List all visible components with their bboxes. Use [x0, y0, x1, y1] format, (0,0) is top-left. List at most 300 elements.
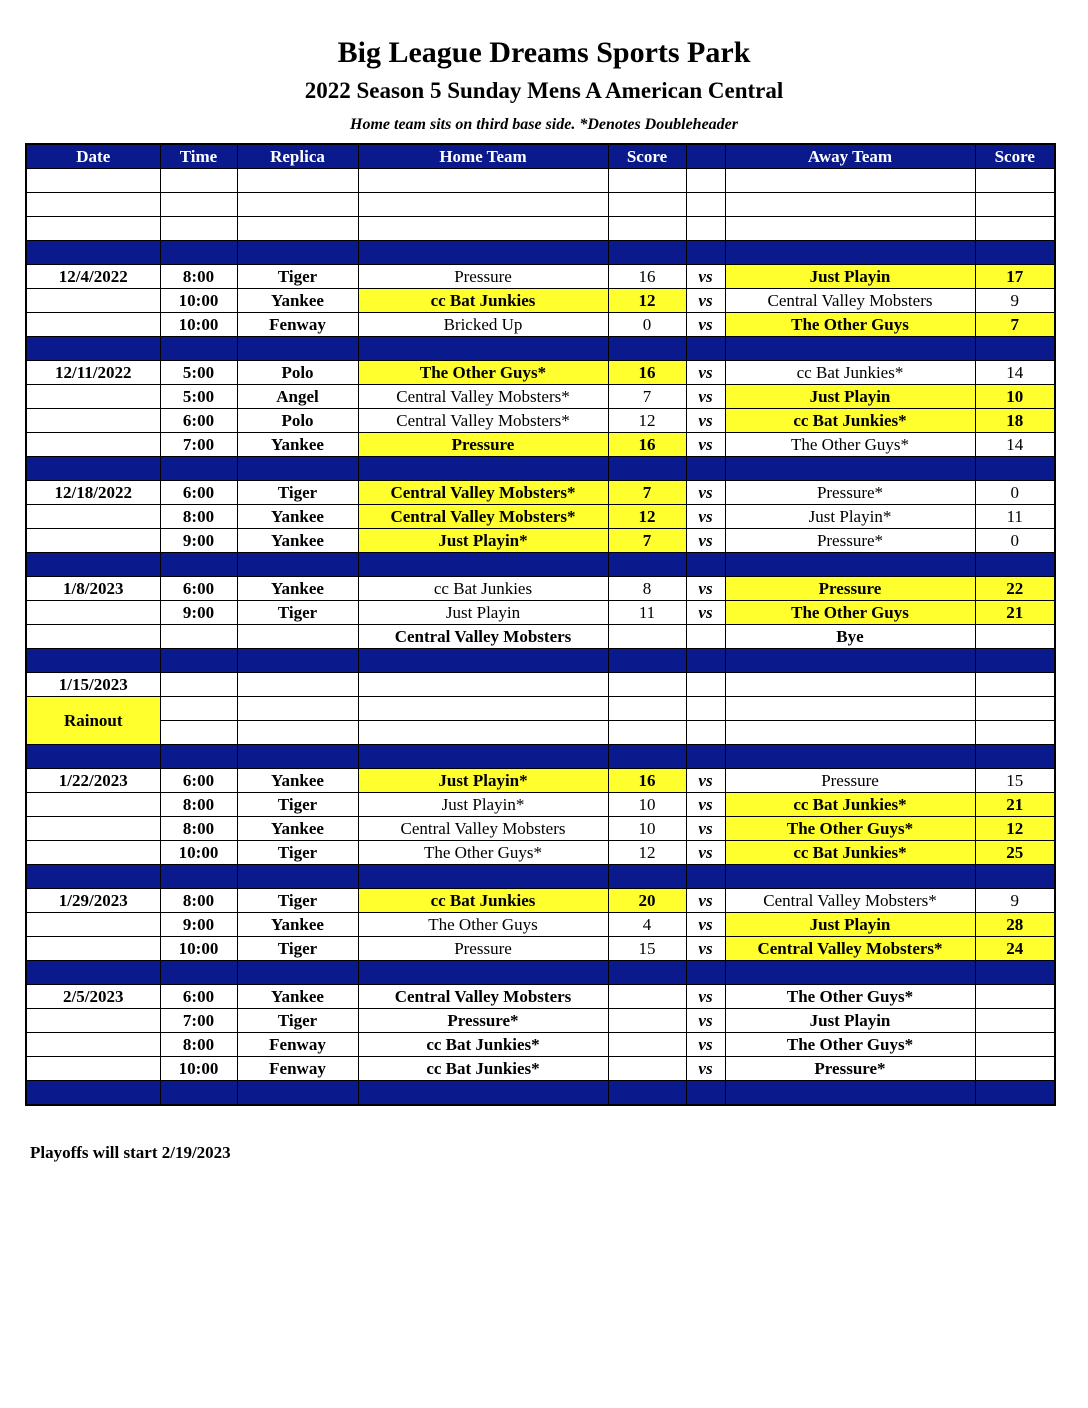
home-score: 12 [608, 409, 686, 433]
separator-row [26, 961, 1055, 985]
game-row [26, 265, 1055, 289]
empty-cell [686, 169, 725, 193]
game-date [26, 937, 160, 961]
col-home-score: Score [608, 144, 686, 169]
game-field: Yankee [237, 817, 358, 841]
game-time: 6:00 [160, 577, 237, 601]
empty-cell [686, 673, 725, 697]
separator-cell [160, 337, 237, 361]
vs-label: vs [686, 577, 725, 601]
away-score: 15 [975, 769, 1055, 793]
vs-label: vs [686, 985, 725, 1009]
empty-cell [26, 193, 160, 217]
game-time: 5:00 [160, 361, 237, 385]
empty-cell [160, 697, 237, 721]
empty-cell [160, 721, 237, 745]
separator-cell [237, 337, 358, 361]
game-row [26, 1033, 1055, 1057]
away-score: 28 [975, 913, 1055, 937]
empty-cell [608, 217, 686, 241]
game-field: Angel [237, 385, 358, 409]
game-time: 5:00 [160, 385, 237, 409]
game-time: 6:00 [160, 409, 237, 433]
separator-cell [358, 457, 608, 481]
game-date [26, 385, 160, 409]
home-team: Just Playin* [358, 529, 608, 553]
away-team: cc Bat Junkies* [725, 409, 975, 433]
home-score: 10 [608, 793, 686, 817]
game-time: 9:00 [160, 601, 237, 625]
away-score [975, 625, 1055, 649]
separator-cell [725, 457, 975, 481]
away-team: Just Playin [725, 1009, 975, 1033]
vs-label: vs [686, 601, 725, 625]
away-score: 25 [975, 841, 1055, 865]
game-date [26, 505, 160, 529]
empty-cell [725, 697, 975, 721]
away-score: 0 [975, 529, 1055, 553]
separator-cell [237, 961, 358, 985]
page-title: Big League Dreams Sports Park [337, 36, 751, 69]
home-team: Central Valley Mobsters [358, 625, 608, 649]
header-row [26, 144, 1055, 169]
separator-cell [725, 1081, 975, 1106]
separator-cell [608, 553, 686, 577]
game-field: Yankee [237, 505, 358, 529]
page-subtitle: 2022 Season 5 Sunday Mens A American Central [304, 78, 784, 103]
separator-cell [358, 241, 608, 265]
separator-cell [358, 337, 608, 361]
empty-cell [160, 673, 237, 697]
separator-cell [608, 961, 686, 985]
empty-cell [608, 721, 686, 745]
game-time: 10:00 [160, 1057, 237, 1081]
empty-cell [686, 625, 725, 649]
game-time: 7:00 [160, 1009, 237, 1033]
col-time: Time [160, 144, 237, 169]
separator-cell [160, 961, 237, 985]
game-row [26, 769, 1055, 793]
separator-cell [686, 553, 725, 577]
game-date [26, 313, 160, 337]
home-team: Pressure* [358, 1009, 608, 1033]
away-team: The Other Guys* [725, 817, 975, 841]
separator-cell [237, 649, 358, 673]
home-team: Central Valley Mobsters* [358, 481, 608, 505]
col-vs [686, 144, 725, 169]
game-date: 1/29/2023 [26, 889, 160, 913]
empty-cell [975, 169, 1055, 193]
game-field: Yankee [237, 289, 358, 313]
empty-cell [686, 217, 725, 241]
separator-cell [686, 457, 725, 481]
away-score: 22 [975, 577, 1055, 601]
separator-row [26, 457, 1055, 481]
separator-cell [725, 241, 975, 265]
rainout-row [26, 721, 1055, 745]
separator-cell [358, 1081, 608, 1106]
home-team: cc Bat Junkies [358, 289, 608, 313]
away-score: 24 [975, 937, 1055, 961]
separator-cell [237, 745, 358, 769]
home-team: Pressure [358, 265, 608, 289]
empty-cell [237, 673, 358, 697]
home-score: 7 [608, 385, 686, 409]
separator-cell [608, 865, 686, 889]
game-field: Yankee [237, 913, 358, 937]
home-score: 4 [608, 913, 686, 937]
game-time: 8:00 [160, 265, 237, 289]
away-team: Pressure [725, 577, 975, 601]
game-time: 9:00 [160, 913, 237, 937]
away-score [975, 1057, 1055, 1081]
game-row [26, 505, 1055, 529]
separator-cell [26, 649, 160, 673]
separator-cell [975, 337, 1055, 361]
home-score [608, 985, 686, 1009]
vs-label: vs [686, 889, 725, 913]
game-time: 6:00 [160, 985, 237, 1009]
away-score [975, 1009, 1055, 1033]
separator-row [26, 553, 1055, 577]
game-field: Tiger [237, 937, 358, 961]
separator-cell [686, 649, 725, 673]
game-row [26, 817, 1055, 841]
home-team: Central Valley Mobsters* [358, 409, 608, 433]
game-time: 7:00 [160, 433, 237, 457]
empty-row [26, 217, 1055, 241]
separator-cell [975, 745, 1055, 769]
home-score: 16 [608, 265, 686, 289]
game-field: Polo [237, 409, 358, 433]
game-time [160, 625, 237, 649]
game-field: Yankee [237, 985, 358, 1009]
game-field: Fenway [237, 313, 358, 337]
game-row [26, 409, 1055, 433]
home-score: 12 [608, 505, 686, 529]
away-team: The Other Guys* [725, 433, 975, 457]
home-score: 20 [608, 889, 686, 913]
separator-cell [725, 337, 975, 361]
home-score: 10 [608, 817, 686, 841]
away-team: Pressure* [725, 529, 975, 553]
vs-label: vs [686, 265, 725, 289]
rainout-row [26, 673, 1055, 697]
home-team: Pressure [358, 937, 608, 961]
separator-cell [160, 865, 237, 889]
empty-row [26, 193, 1055, 217]
home-team: Just Playin [358, 601, 608, 625]
game-row [26, 385, 1055, 409]
empty-cell [725, 193, 975, 217]
away-score [975, 1033, 1055, 1057]
game-date [26, 409, 160, 433]
game-date: 12/4/2022 [26, 265, 160, 289]
empty-cell [237, 721, 358, 745]
game-date: 2/5/2023 [26, 985, 160, 1009]
away-score: 21 [975, 601, 1055, 625]
vs-label: vs [686, 505, 725, 529]
home-team: The Other Guys* [358, 841, 608, 865]
separator-cell [358, 865, 608, 889]
separator-cell [725, 865, 975, 889]
game-field: Fenway [237, 1033, 358, 1057]
separator-cell [975, 865, 1055, 889]
away-team: The Other Guys [725, 313, 975, 337]
game-time: 8:00 [160, 1033, 237, 1057]
home-score [608, 1009, 686, 1033]
separator-cell [358, 745, 608, 769]
game-field [237, 625, 358, 649]
empty-cell [608, 193, 686, 217]
home-team: Central Valley Mobsters [358, 985, 608, 1009]
vs-label: vs [686, 913, 725, 937]
separator-cell [26, 961, 160, 985]
empty-cell [358, 217, 608, 241]
empty-cell [237, 193, 358, 217]
separator-row [26, 337, 1055, 361]
away-score: 14 [975, 433, 1055, 457]
home-score: 12 [608, 289, 686, 313]
away-team: Just Playin [725, 913, 975, 937]
game-row [26, 985, 1055, 1009]
away-score: 21 [975, 793, 1055, 817]
empty-cell [608, 169, 686, 193]
separator-cell [686, 745, 725, 769]
away-score [975, 985, 1055, 1009]
separator-cell [160, 649, 237, 673]
empty-cell [26, 217, 160, 241]
separator-cell [237, 457, 358, 481]
vs-label: vs [686, 1009, 725, 1033]
away-score: 17 [975, 265, 1055, 289]
game-time: 8:00 [160, 817, 237, 841]
away-team: cc Bat Junkies* [725, 793, 975, 817]
game-date: 12/18/2022 [26, 481, 160, 505]
home-team: cc Bat Junkies [358, 889, 608, 913]
separator-cell [975, 457, 1055, 481]
empty-cell [686, 697, 725, 721]
game-field: Yankee [237, 433, 358, 457]
game-date [26, 433, 160, 457]
separator-cell [686, 865, 725, 889]
away-score: 14 [975, 361, 1055, 385]
separator-cell [26, 457, 160, 481]
separator-cell [237, 241, 358, 265]
home-score: 7 [608, 529, 686, 553]
empty-row [26, 169, 1055, 193]
game-time: 10:00 [160, 313, 237, 337]
game-date [26, 1009, 160, 1033]
vs-label: vs [686, 313, 725, 337]
vs-label: vs [686, 529, 725, 553]
away-team: cc Bat Junkies* [725, 841, 975, 865]
separator-cell [975, 961, 1055, 985]
game-time: 6:00 [160, 769, 237, 793]
schedule-body [26, 169, 1055, 1106]
away-team: Bye [725, 625, 975, 649]
vs-label: vs [686, 1033, 725, 1057]
game-field: Yankee [237, 529, 358, 553]
empty-cell [725, 169, 975, 193]
empty-cell [26, 169, 160, 193]
separator-cell [237, 865, 358, 889]
game-field: Yankee [237, 769, 358, 793]
separator-row [26, 865, 1055, 889]
home-team: cc Bat Junkies* [358, 1033, 608, 1057]
empty-cell [160, 193, 237, 217]
home-team: Just Playin* [358, 769, 608, 793]
away-team: Central Valley Mobsters* [725, 937, 975, 961]
home-score: 16 [608, 769, 686, 793]
empty-cell [975, 217, 1055, 241]
empty-cell [686, 193, 725, 217]
game-field: Yankee [237, 577, 358, 601]
empty-cell [358, 193, 608, 217]
vs-label: vs [686, 409, 725, 433]
home-score: 16 [608, 361, 686, 385]
col-away-score: Score [975, 144, 1055, 169]
home-team: Pressure [358, 433, 608, 457]
separator-row [26, 241, 1055, 265]
empty-cell [608, 673, 686, 697]
game-date [26, 289, 160, 313]
empty-cell [237, 697, 358, 721]
game-row [26, 913, 1055, 937]
empty-cell [160, 217, 237, 241]
separator-cell [160, 457, 237, 481]
empty-cell [358, 697, 608, 721]
col-away-team: Away Team [725, 144, 975, 169]
away-score: 10 [975, 385, 1055, 409]
vs-label: vs [686, 1057, 725, 1081]
home-team: Central Valley Mobsters [358, 817, 608, 841]
away-team: The Other Guys [725, 601, 975, 625]
separator-cell [686, 961, 725, 985]
game-row [26, 841, 1055, 865]
separator-cell [26, 553, 160, 577]
separator-cell [608, 241, 686, 265]
game-date [26, 841, 160, 865]
home-score [608, 625, 686, 649]
home-score: 12 [608, 841, 686, 865]
empty-cell [725, 721, 975, 745]
game-time: 9:00 [160, 529, 237, 553]
separator-cell [608, 745, 686, 769]
separator-cell [26, 1081, 160, 1106]
away-team: Just Playin [725, 385, 975, 409]
separator-cell [725, 961, 975, 985]
game-row [26, 361, 1055, 385]
empty-cell [975, 193, 1055, 217]
game-time: 10:00 [160, 937, 237, 961]
away-team: Pressure* [725, 481, 975, 505]
separator-cell [725, 649, 975, 673]
separator-cell [686, 1081, 725, 1106]
away-team: cc Bat Junkies* [725, 361, 975, 385]
separator-cell [975, 553, 1055, 577]
away-team: Pressure [725, 769, 975, 793]
game-date: 1/15/2023 [26, 673, 160, 697]
separator-cell [725, 745, 975, 769]
separator-cell [975, 1081, 1055, 1106]
schedule-table [25, 143, 1056, 1106]
separator-cell [686, 241, 725, 265]
game-date [26, 1057, 160, 1081]
vs-label: vs [686, 841, 725, 865]
separator-cell [26, 745, 160, 769]
game-date [26, 913, 160, 937]
game-row [26, 937, 1055, 961]
page-note: Home team sits on third base side. *Denotes Doubleheader [350, 116, 738, 133]
away-score: 11 [975, 505, 1055, 529]
empty-cell [358, 721, 608, 745]
game-row [26, 625, 1055, 649]
game-time: 8:00 [160, 889, 237, 913]
home-team: The Other Guys* [358, 361, 608, 385]
separator-cell [686, 337, 725, 361]
vs-label: vs [686, 289, 725, 313]
separator-cell [26, 865, 160, 889]
home-team: The Other Guys [358, 913, 608, 937]
game-time: 6:00 [160, 481, 237, 505]
game-date: 1/22/2023 [26, 769, 160, 793]
empty-cell [608, 697, 686, 721]
footer-note: Playoffs will start 2/19/2023 [30, 1143, 231, 1162]
vs-label: vs [686, 481, 725, 505]
away-team: Just Playin* [725, 505, 975, 529]
home-score: 8 [608, 577, 686, 601]
separator-cell [358, 961, 608, 985]
home-score: 11 [608, 601, 686, 625]
empty-cell [237, 217, 358, 241]
col-home-team: Home Team [358, 144, 608, 169]
away-team: Pressure* [725, 1057, 975, 1081]
game-field: Polo [237, 361, 358, 385]
separator-cell [26, 337, 160, 361]
game-row [26, 289, 1055, 313]
vs-label: vs [686, 769, 725, 793]
away-score: 12 [975, 817, 1055, 841]
game-field: Tiger [237, 841, 358, 865]
separator-row [26, 649, 1055, 673]
separator-cell [26, 241, 160, 265]
game-row [26, 577, 1055, 601]
game-field: Fenway [237, 1057, 358, 1081]
empty-cell [975, 673, 1055, 697]
empty-cell [237, 169, 358, 193]
game-date: 12/11/2022 [26, 361, 160, 385]
home-score: 15 [608, 937, 686, 961]
vs-label: vs [686, 385, 725, 409]
game-date [26, 625, 160, 649]
game-field: Tiger [237, 265, 358, 289]
separator-cell [725, 553, 975, 577]
game-date [26, 793, 160, 817]
empty-cell [686, 721, 725, 745]
vs-label: vs [686, 937, 725, 961]
game-date [26, 601, 160, 625]
home-team: Central Valley Mobsters* [358, 385, 608, 409]
game-field: Tiger [237, 793, 358, 817]
away-team: The Other Guys* [725, 1033, 975, 1057]
game-time: 10:00 [160, 289, 237, 313]
game-row [26, 313, 1055, 337]
game-row [26, 1057, 1055, 1081]
empty-cell [358, 673, 608, 697]
away-team: Central Valley Mobsters* [725, 889, 975, 913]
game-row [26, 601, 1055, 625]
